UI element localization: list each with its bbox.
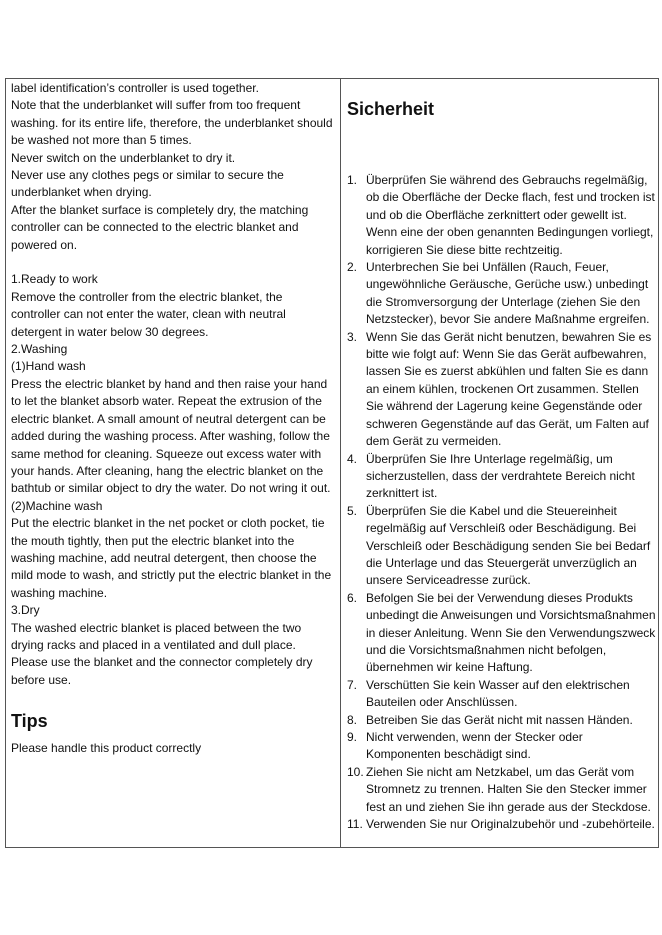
item-text: Überprüfen Sie die Kabel und die Steuereinheit regelmäßig auf Verschleiß oder Beschädigung. Bei Verschleiß oder Beschädigung senden Sie bei Bedarf die Unterlage und das Steuergerät unverzüglich an unsere Serviceadresse zurück.: [366, 503, 651, 588]
item-text: Unterbrechen Sie bei Unfällen (Rauch, Feuer, ungewöhnliche Geräusche, Gerüche usw.) unbedingt die Stromversorgung der Unterlage (ziehen Sie den Netzstecker), bevor Sie andere Maßnahme ergreifen.: [366, 260, 650, 327]
item-number: 9.: [347, 730, 358, 744]
item-number: 4.: [347, 451, 358, 466]
item-number: 3.: [347, 329, 358, 344]
step-heading: 2.Washing: [11, 342, 68, 357]
item-text: Verschütten Sie kein Wasser auf den elektrischen Bauteilen oder Anschlüssen.: [366, 677, 630, 710]
list-item: [345, 677, 657, 712]
paragraph: label identification’s controller is used together.: [11, 81, 259, 95]
item-text: Überprüfen Sie Ihre Unterlage regelmäßig, um sicherzustellen, dass der verdrahtete Bereich nicht zerknittert ist.: [366, 451, 635, 501]
item-text: Betreiben Sie das Gerät nicht mit nassen Händen.: [366, 712, 633, 727]
tips-text: Please handle this product correctly: [11, 741, 202, 755]
item-number: 10.: [347, 764, 364, 779]
step-text: Press the electric blanket by hand and then raise your hand to let the blanket absorb water. Repeat the extrusion of the electric blanket. A small amount of neutral detergent can be added during the washing process. After washing, follow the same method for cleaning. Squeeze out excess water with your hands. After cleaning, hang the electric blanket on the bathtub or similar object to dry the water. Do not wring it out.: [11, 376, 331, 496]
list-item: [345, 329, 657, 451]
safety-list: [345, 172, 657, 833]
item-text: Überprüfen Sie während des Gebrauchs regelmäßig, ob die Oberfläche der Decke flach, fest und trocken ist und ob die Oberfläche zerknittert oder gewellt ist. Wenn eine der oben genannten Bedingungen vorliegt, korrigieren Sie diese bitte rechtzeitig.: [366, 173, 655, 257]
step-text: Remove the controller from the electric blanket, the controller can not enter the water, clean with neutral detergent in water below 30 degrees.: [11, 289, 286, 339]
item-number: 5.: [347, 503, 358, 518]
list-item: [345, 590, 657, 677]
item-number: 2.: [347, 260, 358, 275]
paragraph: After the blanket surface is completely dry, the matching controller can be connected to the electric blanket and powered on.: [11, 202, 309, 252]
item-text: Befolgen Sie bei der Verwendung dieses Produkts unbedingt die Anweisungen und Vorsichtsmaßnahmen in dieser Anleitung. Wenn Sie den Verwendungszweck und die Vorsichtsmaßnahmen nicht befolgen, übernehmen wir keine Haftung.: [366, 590, 656, 675]
item-number: 8.: [347, 712, 358, 727]
item-text: Wenn Sie das Gerät nicht benutzen, bewahren Sie es bitte wie folgt auf: Wenn Sie das Gerät aufbewahren, lassen Sie es zuerst abkühlen und falten Sie es dann an einem kühlen, trockenen Ort zusammen. Stellen Sie während der Lagerung keine Gegenstände oder schweren Gegenstände auf das Gerät, um Falten auf dem Gerät zu vermeiden.: [366, 329, 652, 449]
item-text: Ziehen Sie nicht am Netzkabel, um das Gerät vom Stromnetz zu trennen. Halten Sie den Stecker immer fest an und ziehen Sie ihn gerade aus der Steckdose.: [366, 764, 651, 814]
column-divider: [340, 78, 341, 848]
left-column: [11, 80, 335, 689]
step-subheading: (1)Hand wash: [11, 359, 86, 374]
step-text: The washed electric blanket is placed between the two drying racks and placed in a ventilated and dull place. Please use the blanket and the connector completely dry before use.: [11, 620, 313, 687]
step-heading: 1.Ready to work: [11, 272, 98, 287]
item-text: Nicht verwenden, wenn der Stecker oder Komponenten beschädigt sind.: [366, 730, 583, 762]
list-item: [345, 503, 657, 590]
spacer: [11, 254, 335, 271]
item-number: 11.: [347, 817, 363, 832]
list-item: [345, 729, 657, 764]
step-heading: 3.Dry: [11, 603, 40, 618]
list-item: [345, 712, 657, 729]
item-number: 6.: [347, 590, 358, 605]
step-text: Put the electric blanket in the net pocket or cloth pocket, tie the mouth tightly, then put the electric blanket into the washing machine, add neutral detergent, then choose the mild mode to wash, and strictly put the electric blanket in the washing machine.: [11, 516, 332, 600]
tips-heading: Tips: [11, 711, 48, 731]
list-item: [345, 816, 657, 833]
paragraph: Never switch on the underblanket to dry it.: [11, 150, 236, 165]
list-item: [345, 172, 657, 259]
list-item: [345, 451, 657, 503]
safety-heading: Sicherheit: [347, 99, 435, 119]
item-text: Verwenden Sie nur Originalzubehör und -zubehörteile.: [366, 817, 655, 832]
list-item: [345, 259, 657, 329]
list-item: [345, 764, 657, 816]
item-number: 1.: [347, 173, 358, 187]
paragraph: Never use any clothes pegs or similar to secure the underblanket when drying.: [11, 168, 284, 200]
paragraph: Note that the underblanket will suffer from too frequent washing. for its entire life, therefore, the underblanket should be washed not more than 5 times.: [11, 98, 333, 148]
item-number: 7.: [347, 677, 358, 692]
step-subheading: (2)Machine wash: [11, 498, 103, 513]
